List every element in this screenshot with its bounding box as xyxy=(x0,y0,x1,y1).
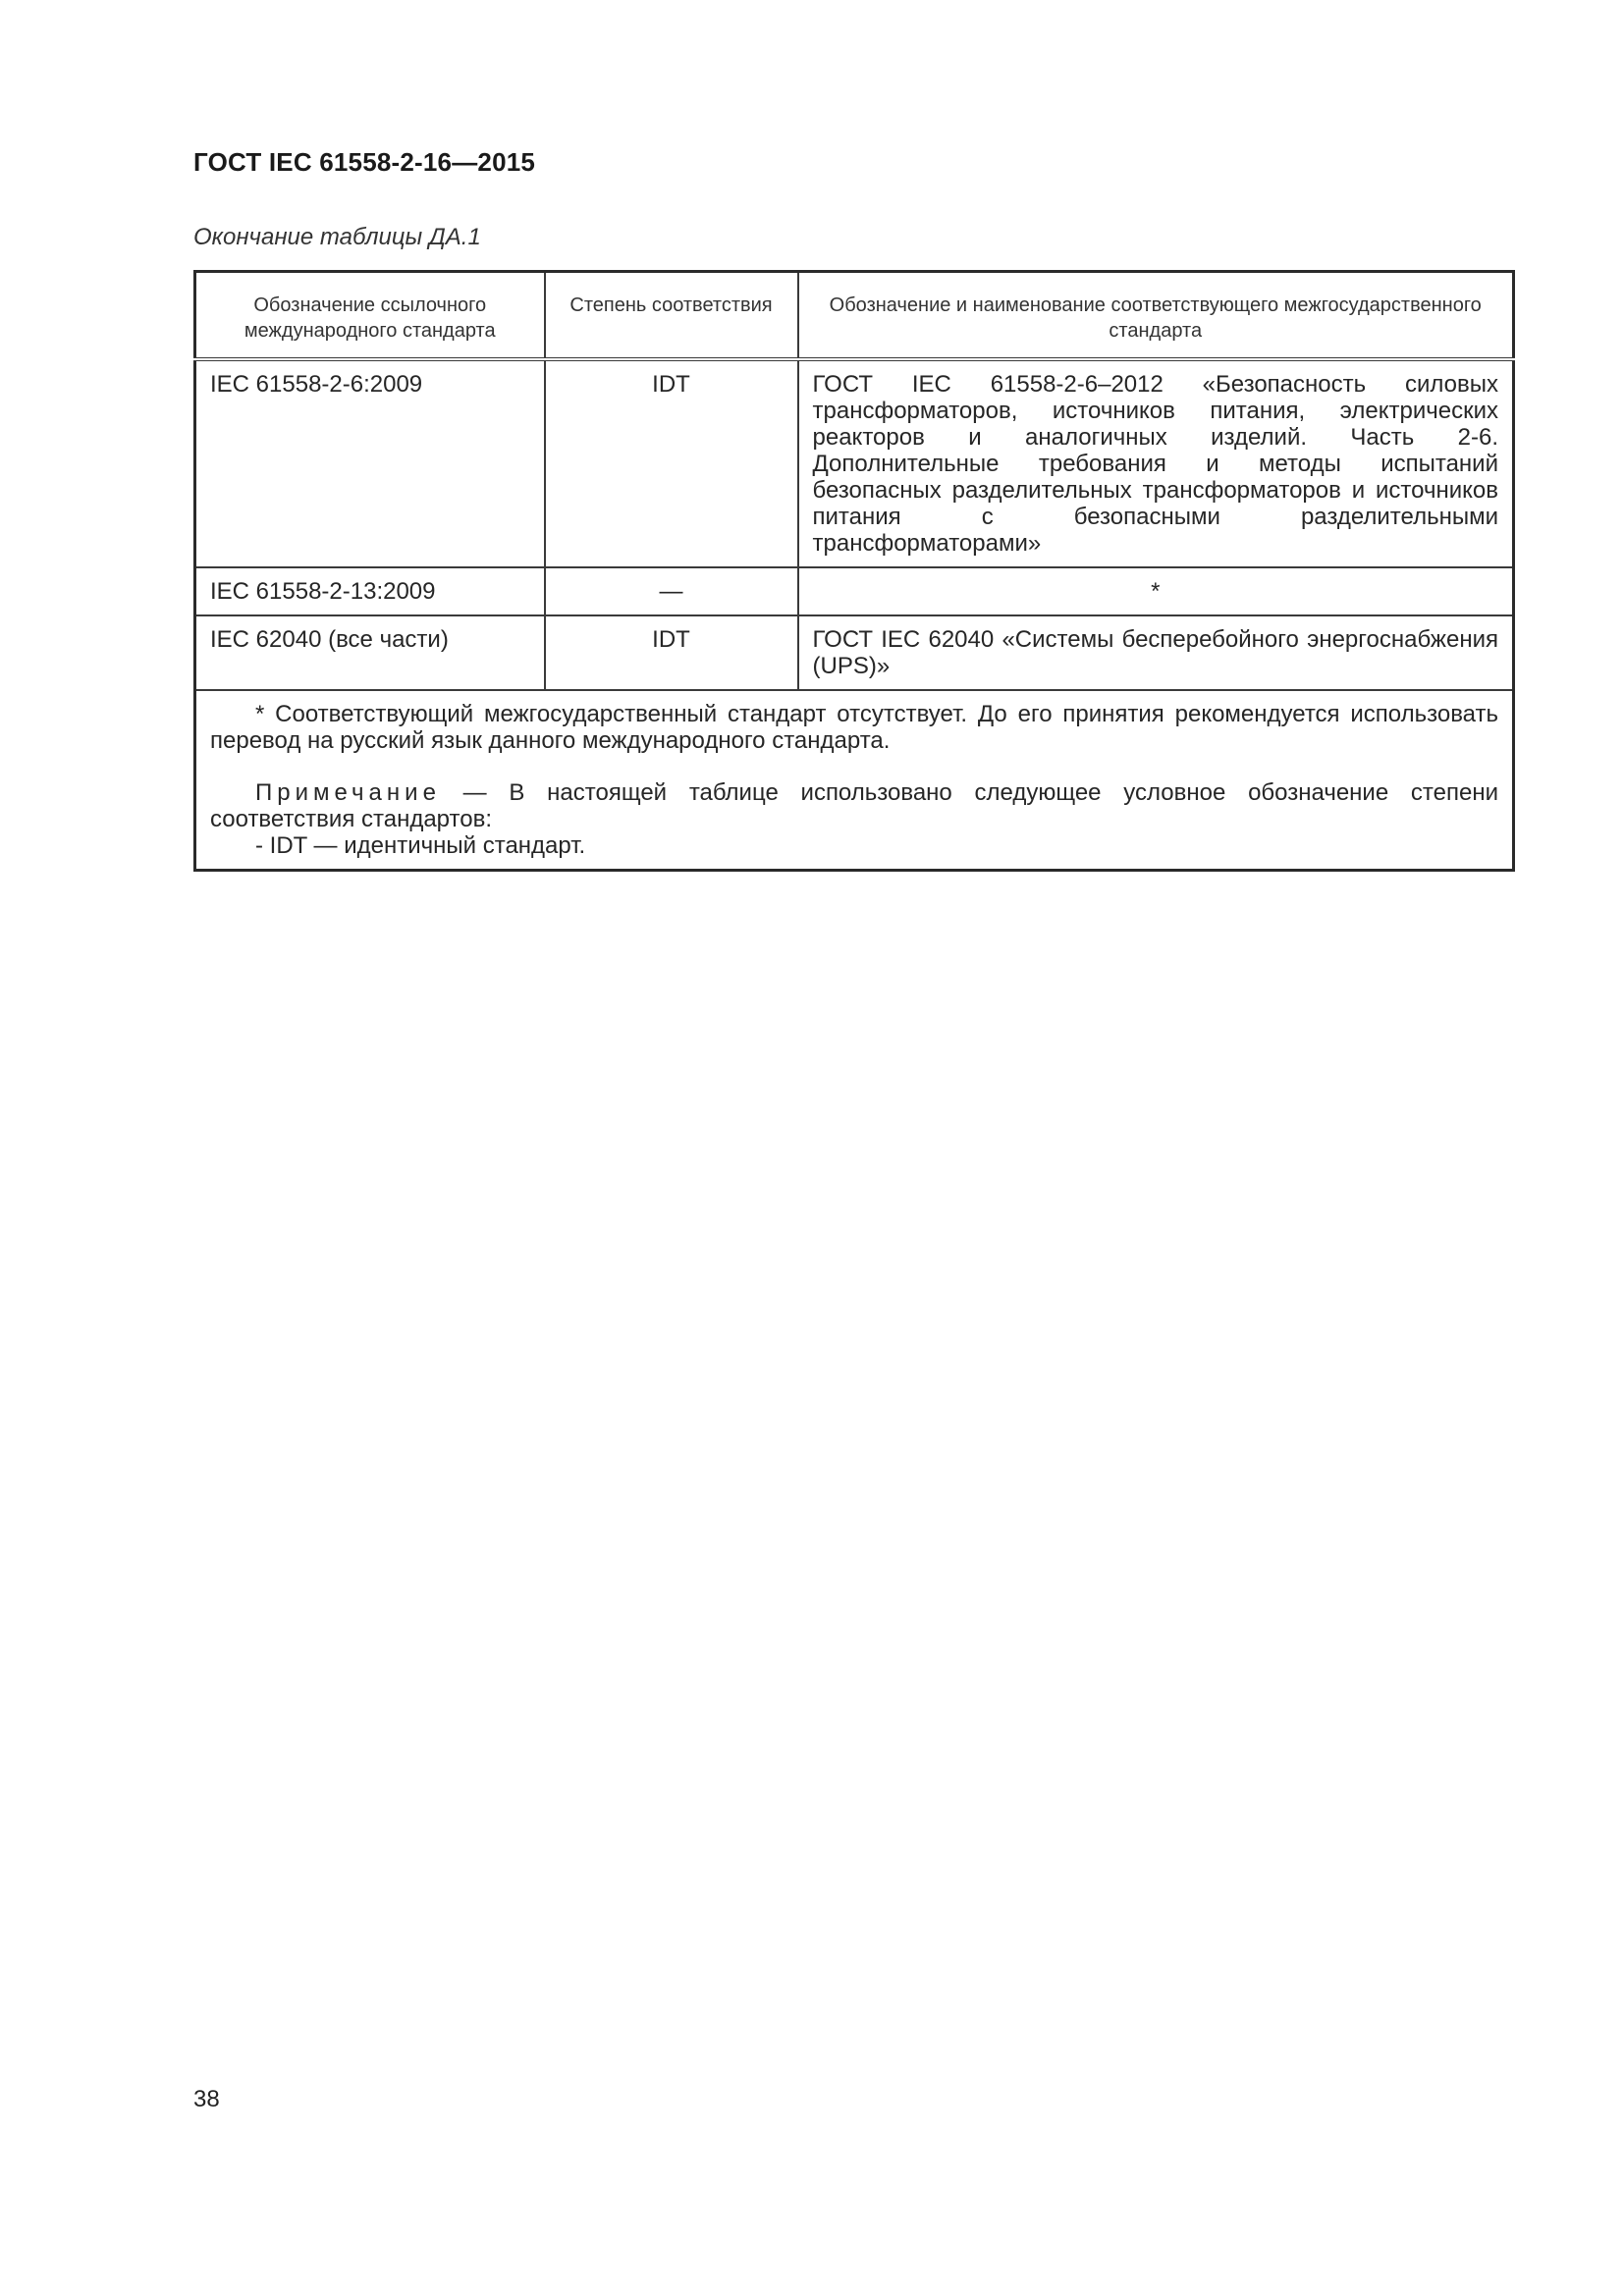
reference-standard-cell: IEC 61558-2-6:2009 xyxy=(195,359,545,567)
column-header-national: Обозначение и наименование соответствующего межгосударственного стандарта xyxy=(798,272,1514,360)
note-item: - IDT — идентичный стандарт. xyxy=(255,832,586,859)
degree-cell: IDT xyxy=(545,359,798,567)
reference-standard-cell: IEC 62040 (все части) xyxy=(195,615,545,690)
national-standard-cell: ГОСТ IEC 62040 «Системы бесперебойного энергоснабжения (UPS)» xyxy=(798,615,1514,690)
table-caption: Окончание таблицы ДА.1 xyxy=(193,224,481,250)
standards-table xyxy=(193,270,1515,872)
note-paragraph xyxy=(210,779,1498,832)
reference-standard-cell: IEC 61558-2-13:2009 xyxy=(195,567,545,615)
standards-table-container xyxy=(193,270,1515,872)
column-header-degree: Степень соответствия xyxy=(545,272,798,360)
table-footnote-row xyxy=(195,690,1514,871)
footnote-cell xyxy=(195,690,1514,871)
national-standard-cell: * xyxy=(798,567,1514,615)
table-row xyxy=(195,567,1514,615)
degree-cell: IDT xyxy=(545,615,798,690)
table-header-row xyxy=(195,272,1514,360)
column-header-reference: Обозначение ссылочного международного стандарта xyxy=(195,272,545,360)
footnote-text: * Соответствующий межгосударственный стандарт отсутствует. До его принятия рекомендуется использовать перевод на русский язык данного международного стандарта. xyxy=(210,701,1498,754)
table-row xyxy=(195,615,1514,690)
document-header: ГОСТ IEC 61558-2-16—2015 xyxy=(193,147,536,177)
table-row xyxy=(195,359,1514,567)
note-label: Примечание xyxy=(255,779,441,806)
national-standard-cell: ГОСТ IEC 61558-2-6–2012 «Безопасность силовых трансформаторов, источников питания, электрических реакторов и аналогичных изделий. Часть 2-6. Дополнительные требования и методы испытаний безопасных разделительных трансформаторов и источников питания с безопасными разделительными трансформаторами» xyxy=(798,359,1514,567)
degree-cell: — xyxy=(545,567,798,615)
page-number: 38 xyxy=(193,2086,220,2112)
note-text: — В настоящей таблице использовано следующее условное обозначение степени соответствия стандартов: xyxy=(210,779,1498,832)
